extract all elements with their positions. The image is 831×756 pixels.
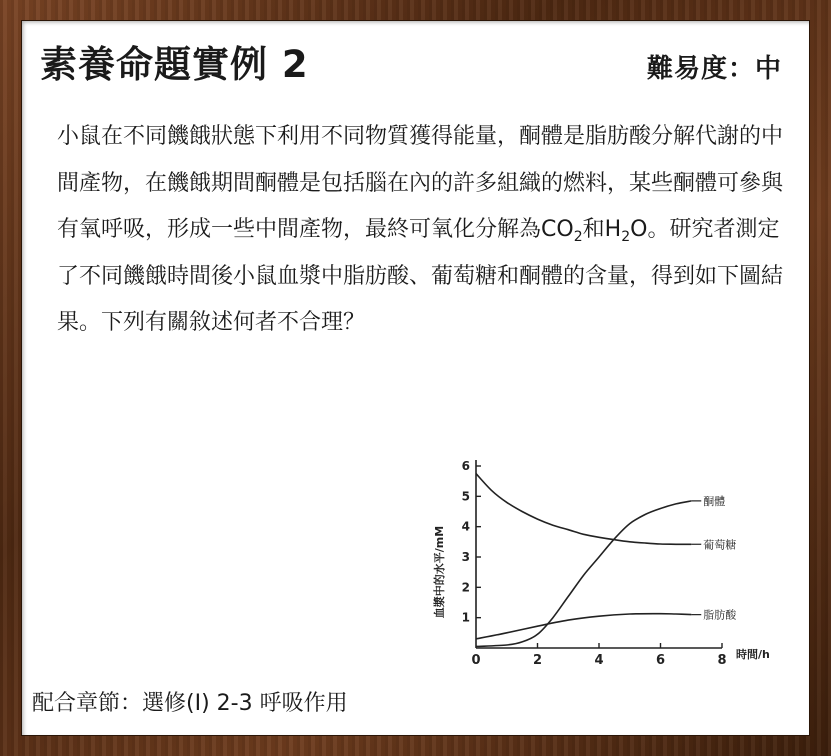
chart-series (476, 474, 691, 647)
y-tick-label: 3 (461, 550, 470, 564)
series-label: 脂肪酸 (703, 608, 737, 622)
co2-base: CO (541, 217, 574, 242)
chart-labels (432, 494, 770, 661)
h2o-tail: O (630, 217, 648, 242)
x-tick-label: 2 (532, 653, 543, 668)
x-axis-label: 時間/h (736, 648, 770, 661)
series-line-0 (476, 501, 691, 647)
x-tick-label: 6 (655, 653, 666, 668)
question-part-2: 。研究者測定了不同饑餓時間後小鼠血漿中脂肪酸、葡萄糖和酮體的含量，得到如下圖結果。下列有關敘述何者不合理？ (57, 217, 784, 335)
slide-title: 素養命題實例 2 (40, 43, 309, 86)
chart-axes (476, 460, 722, 648)
co2-subscript: 2 (573, 229, 583, 245)
slide-paper (21, 20, 810, 736)
y-axis-label: 血漿中的水平/mM (433, 525, 446, 619)
difficulty-label: 難易度：中 (646, 54, 782, 84)
line-chart (393, 438, 770, 668)
x-tick-label: 0 (471, 653, 481, 668)
series-line-2 (476, 614, 691, 639)
y-tick-label: 1 (461, 610, 470, 625)
x-tick-label: 4 (594, 653, 604, 668)
and-word: 和 (582, 217, 605, 242)
y-tick-label: 5 (461, 489, 470, 504)
y-tick-label: 6 (461, 459, 470, 473)
y-tick-label: 4 (461, 519, 470, 534)
co2-formula (541, 217, 583, 245)
chapter-reference: 配合章節：選修(I) 2-3 呼吸作用 (32, 691, 348, 716)
h2o-formula (604, 217, 648, 245)
y-tick-label: 2 (461, 580, 470, 595)
question-text (57, 114, 787, 347)
h2o-subscript: 2 (621, 229, 631, 245)
series-label: 葡萄糖 (703, 538, 737, 552)
series-label: 酮體 (703, 494, 726, 508)
h2o-base: H (604, 217, 622, 242)
x-tick-label: 8 (717, 653, 727, 668)
question-part-1: 小鼠在不同饑餓狀態下利用不同物質獲得能量，酮體是脂肪酸分解代謝的中間產物，在饑餓期間酮體是包括腦在內的許多組織的燃料，某些酮體可參與有氧呼吸，形成一些中間產物，最終可氧化分解為 (57, 124, 784, 242)
